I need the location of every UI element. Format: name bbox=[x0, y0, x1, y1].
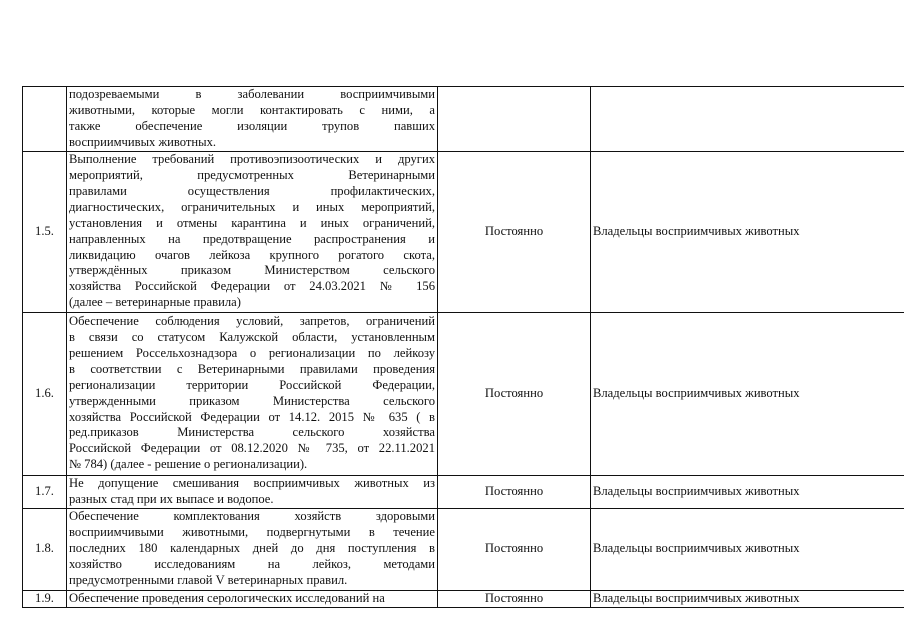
action-line: ликвидацию очагов лейкоза крупного рогатого скота, bbox=[69, 247, 435, 262]
action-line: диагностических, ограничительных и иных мероприятий, bbox=[69, 199, 435, 214]
action-line: направленных на предотвращение распространения и bbox=[69, 231, 435, 246]
row-number bbox=[23, 87, 67, 152]
responsible-cell: Владельцы восприимчивых животных bbox=[591, 508, 904, 590]
action-line: Выполнение требований противоэпизоотических и других bbox=[69, 152, 435, 167]
action-line: также обеспечение изоляции трупов павших bbox=[69, 118, 435, 133]
action-line: подозреваемыми в заболевании восприимчивыми bbox=[69, 87, 435, 101]
table-row bbox=[23, 508, 904, 590]
term-cell: Постоянно bbox=[438, 312, 591, 475]
responsible-cell: Владельцы восприимчивых животных bbox=[591, 590, 904, 607]
table-row bbox=[23, 312, 904, 475]
row-number: 1.7. bbox=[23, 475, 67, 508]
responsible-cell: Владельцы восприимчивых животных bbox=[591, 475, 904, 508]
action-line: Обеспечение проведения серологических исследований на bbox=[69, 590, 385, 605]
action-line: хозяйства Российской Федерации от 24.03.2021 № 156 bbox=[69, 279, 435, 294]
term-cell: Постоянно bbox=[438, 590, 591, 607]
term-cell bbox=[438, 87, 591, 152]
action-cell bbox=[67, 475, 438, 508]
action-line: восприимчивыми животными, подвергнутыми в течение bbox=[69, 525, 435, 540]
table-row bbox=[23, 151, 904, 312]
action-line: в связи со статусом Калужской области, установленным bbox=[69, 330, 435, 344]
action-line: решением Россельхознадзора о регионализации по лейкозу bbox=[69, 345, 435, 360]
action-line: в соответствии с Ветеринарными правилами проведения bbox=[69, 361, 435, 376]
action-cell bbox=[67, 590, 438, 607]
action-line: мероприятий, предусмотренных Ветеринарными bbox=[69, 168, 435, 182]
action-cell bbox=[67, 508, 438, 590]
action-line: утверждённых приказом Министерством сельского bbox=[69, 263, 435, 278]
action-line: разных стад при их выпасе и водопое. bbox=[69, 491, 274, 506]
action-line: восприимчивых животных. bbox=[69, 134, 217, 149]
action-line: животными, которые могли контактировать с ними, а bbox=[69, 102, 435, 117]
action-line: Не допущение смешивания восприимчивых животных из bbox=[69, 475, 435, 490]
action-line: № 784) (далее - решение о регионализации). bbox=[69, 457, 308, 472]
row-number: 1.8. bbox=[23, 508, 67, 590]
row-number: 1.5. bbox=[23, 151, 67, 312]
table-row bbox=[23, 475, 904, 508]
term-cell: Постоянно bbox=[438, 508, 591, 590]
action-cell bbox=[67, 87, 438, 152]
measures-table bbox=[22, 86, 904, 608]
action-line: ред.приказов Министерства сельского хозяйства bbox=[69, 425, 435, 440]
term-cell: Постоянно bbox=[438, 151, 591, 312]
table-row bbox=[23, 590, 904, 607]
term-cell: Постоянно bbox=[438, 475, 591, 508]
row-number: 1.6. bbox=[23, 312, 67, 475]
action-line: Обеспечение соблюдения условий, запретов, ограничений bbox=[69, 314, 435, 329]
action-line: утвержденными приказом Министерства сельского bbox=[69, 393, 435, 408]
action-line: Российской Федерации от 08.12.2020 № 735, от 22.11.2021 bbox=[69, 441, 435, 456]
action-cell bbox=[67, 312, 438, 475]
table-row bbox=[23, 87, 904, 152]
action-line: хозяйства Российской Федерации от 14.12. 2015 № 635 ( в bbox=[69, 409, 435, 424]
responsible-cell: Владельцы восприимчивых животных bbox=[591, 151, 904, 312]
row-number: 1.9. bbox=[23, 590, 67, 607]
action-line: регионализации территории Российской Федерации, bbox=[69, 377, 435, 392]
action-line: Обеспечение комплектования хозяйств здоровыми bbox=[69, 509, 435, 524]
action-line: установления и отмены карантина и иных ограничений, bbox=[69, 215, 435, 230]
action-line: правилами осуществления профилактических, bbox=[69, 183, 435, 198]
action-line: хозяйство исследованиям на лейкоз, методами bbox=[69, 557, 435, 572]
action-line: последних 180 календарных дней до дня поступления в bbox=[69, 541, 435, 556]
responsible-cell: Владельцы восприимчивых животных bbox=[591, 312, 904, 475]
action-cell bbox=[67, 151, 438, 312]
action-line: (далее – ветеринарные правила) bbox=[69, 295, 241, 310]
action-line: предусмотренными главой V ветеринарных правил. bbox=[69, 572, 348, 587]
measures-table-body bbox=[23, 87, 904, 608]
responsible-cell bbox=[591, 87, 904, 152]
